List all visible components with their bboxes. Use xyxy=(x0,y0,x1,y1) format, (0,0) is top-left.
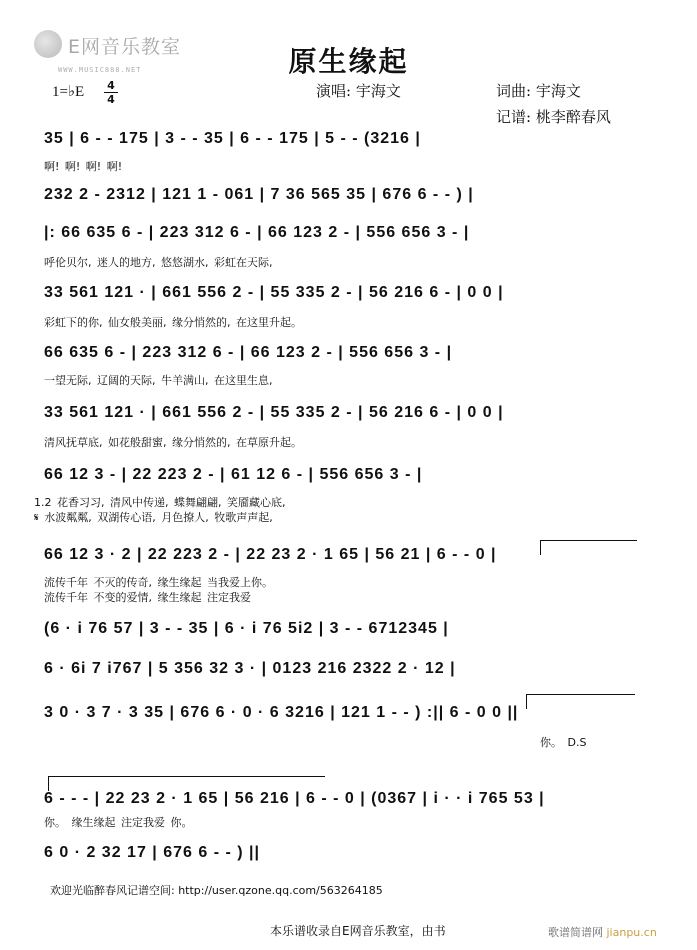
key-signature: 1=♭E xyxy=(52,84,85,100)
lyric-line: 彩虹下的你, 仙女般美丽, 缘分悄然的, 在这里升起。 xyxy=(44,316,302,329)
meter-top: 4 xyxy=(107,79,115,92)
volta-bracket xyxy=(540,540,637,555)
score-line-4 xyxy=(44,284,634,334)
notation: 6 · 6i 7 i767 | 5 356 32 3 · | 0123 216 2322 2 · 12 | xyxy=(44,660,456,677)
notation: 6 0 · 2 32 17 | 676 6 - - ) || xyxy=(44,844,260,861)
score-line-1 xyxy=(44,130,634,180)
watermark-name: E网音乐教室 xyxy=(68,36,182,58)
watermark-url: WWW.MUSIC888.NET xyxy=(58,66,142,74)
score-line-3 xyxy=(44,224,634,274)
site-url: jianpu.cn xyxy=(606,926,657,939)
notation: 3 0 · 3 7 · 3 35 | 676 6 · 0 · 6 3216 | 121 1 - - ) :|| 6 - 0 0 || xyxy=(44,704,519,721)
lyric-line-verse-1: 1.2 花香习习, 清风中传递, 蝶舞翩翩, 笑靥藏心底, xyxy=(34,496,286,509)
site-name: 歌谱简谱网 xyxy=(548,926,603,939)
notation: 66 635 6 - | 223 312 6 - | 66 123 2 - | 556 656 3 - | xyxy=(44,344,453,361)
score-line-9 xyxy=(44,620,634,650)
score-line-12 xyxy=(44,762,634,829)
lyric-line: 清风抚草底, 如花般甜蜜, 缘分悄然的, 在草原升起。 xyxy=(44,436,302,449)
notation: |: 66 635 6 - | 223 312 6 - | 66 123 2 - | 556 656 3 - | xyxy=(44,224,470,241)
notation: (6 · i 76 57 | 3 - - 35 | 6 · i 76 5i2 | 3 - - 6712345 | xyxy=(44,620,449,637)
score-line-2 xyxy=(44,186,634,216)
score-line-8 xyxy=(44,546,634,606)
volta-bracket xyxy=(48,776,325,791)
transcriber-credit: 记谱: 桃李醉春风 xyxy=(496,108,611,126)
lyric-line-verse-2: 𝄋 水波粼粼, 双湖传心语, 月色撩人, 牧歌声声起, xyxy=(34,511,273,524)
score-line-6 xyxy=(44,404,634,454)
score-line-13 xyxy=(44,844,634,874)
song-title: 原生缘起 xyxy=(288,45,409,78)
notation: 33 561 121 · | 661 556 2 - | 55 335 2 - | 56 216 6 - | 0 0 | xyxy=(44,284,504,301)
blog-note: 欢迎光临醉春风记谱空间: http://user.qzone.qq.com/563264185 xyxy=(50,884,383,897)
notation: 35 | 6 - - 175 | 3 - - 35 | 6 - - 175 | 5 - - (3216 | xyxy=(44,130,421,147)
score-line-10 xyxy=(44,660,634,690)
lyric-line: 一望无际, 辽阔的天际, 牛羊满山, 在这里生息, xyxy=(44,374,273,387)
composer-credit: 词曲: 宇海文 xyxy=(496,82,581,100)
lyric-line-verse-2: 流传千年 不变的爱情, 缘生缘起 注定我爱 xyxy=(44,591,251,604)
score-line-7 xyxy=(34,466,634,526)
site-watermark xyxy=(548,924,657,940)
notation: 66 12 3 · 2 | 22 223 2 - | 22 23 2 · 1 65 | 56 21 | 6 - - 0 | xyxy=(44,546,497,563)
lyric-line-verse-1: 流传千年 不灭的传奇, 缘生缘起 当我爱上你。 xyxy=(44,576,273,589)
lyric-line: 你。 缘生缘起 注定我爱 你。 xyxy=(44,816,193,829)
score-line-11 xyxy=(44,704,634,754)
time-signature xyxy=(104,80,118,105)
singer-credit: 演唱: 宇海文 xyxy=(316,82,401,100)
notation: 33 561 121 · | 661 556 2 - | 55 335 2 - | 56 216 6 - | 0 0 | xyxy=(44,404,504,421)
notation: 232 2 - 2312 | 121 1 - 061 | 7 36 565 35 | 676 6 - - ) | xyxy=(44,186,474,203)
lyric-line: 呼伦贝尔, 迷人的地方, 悠悠湖水, 彩虹在天际, xyxy=(44,256,273,269)
meter-bottom: 4 xyxy=(107,93,115,106)
lyric-line: 你。 D.S xyxy=(540,736,587,749)
notation: 66 12 3 - | 22 223 2 - | 61 12 6 - | 556 656 3 - | xyxy=(44,466,423,483)
score-line-5 xyxy=(44,344,634,394)
lyric-line: 啊! 啊! 啊! 啊! xyxy=(44,160,123,173)
notation: 6 - - - | 22 23 2 · 1 65 | 56 216 | 6 - - 0 | (0367 | i · · i 765 53 | xyxy=(44,790,545,807)
volta-bracket xyxy=(526,694,635,709)
source-note: 本乐谱收录自E网音乐教室，由书 xyxy=(270,924,446,938)
